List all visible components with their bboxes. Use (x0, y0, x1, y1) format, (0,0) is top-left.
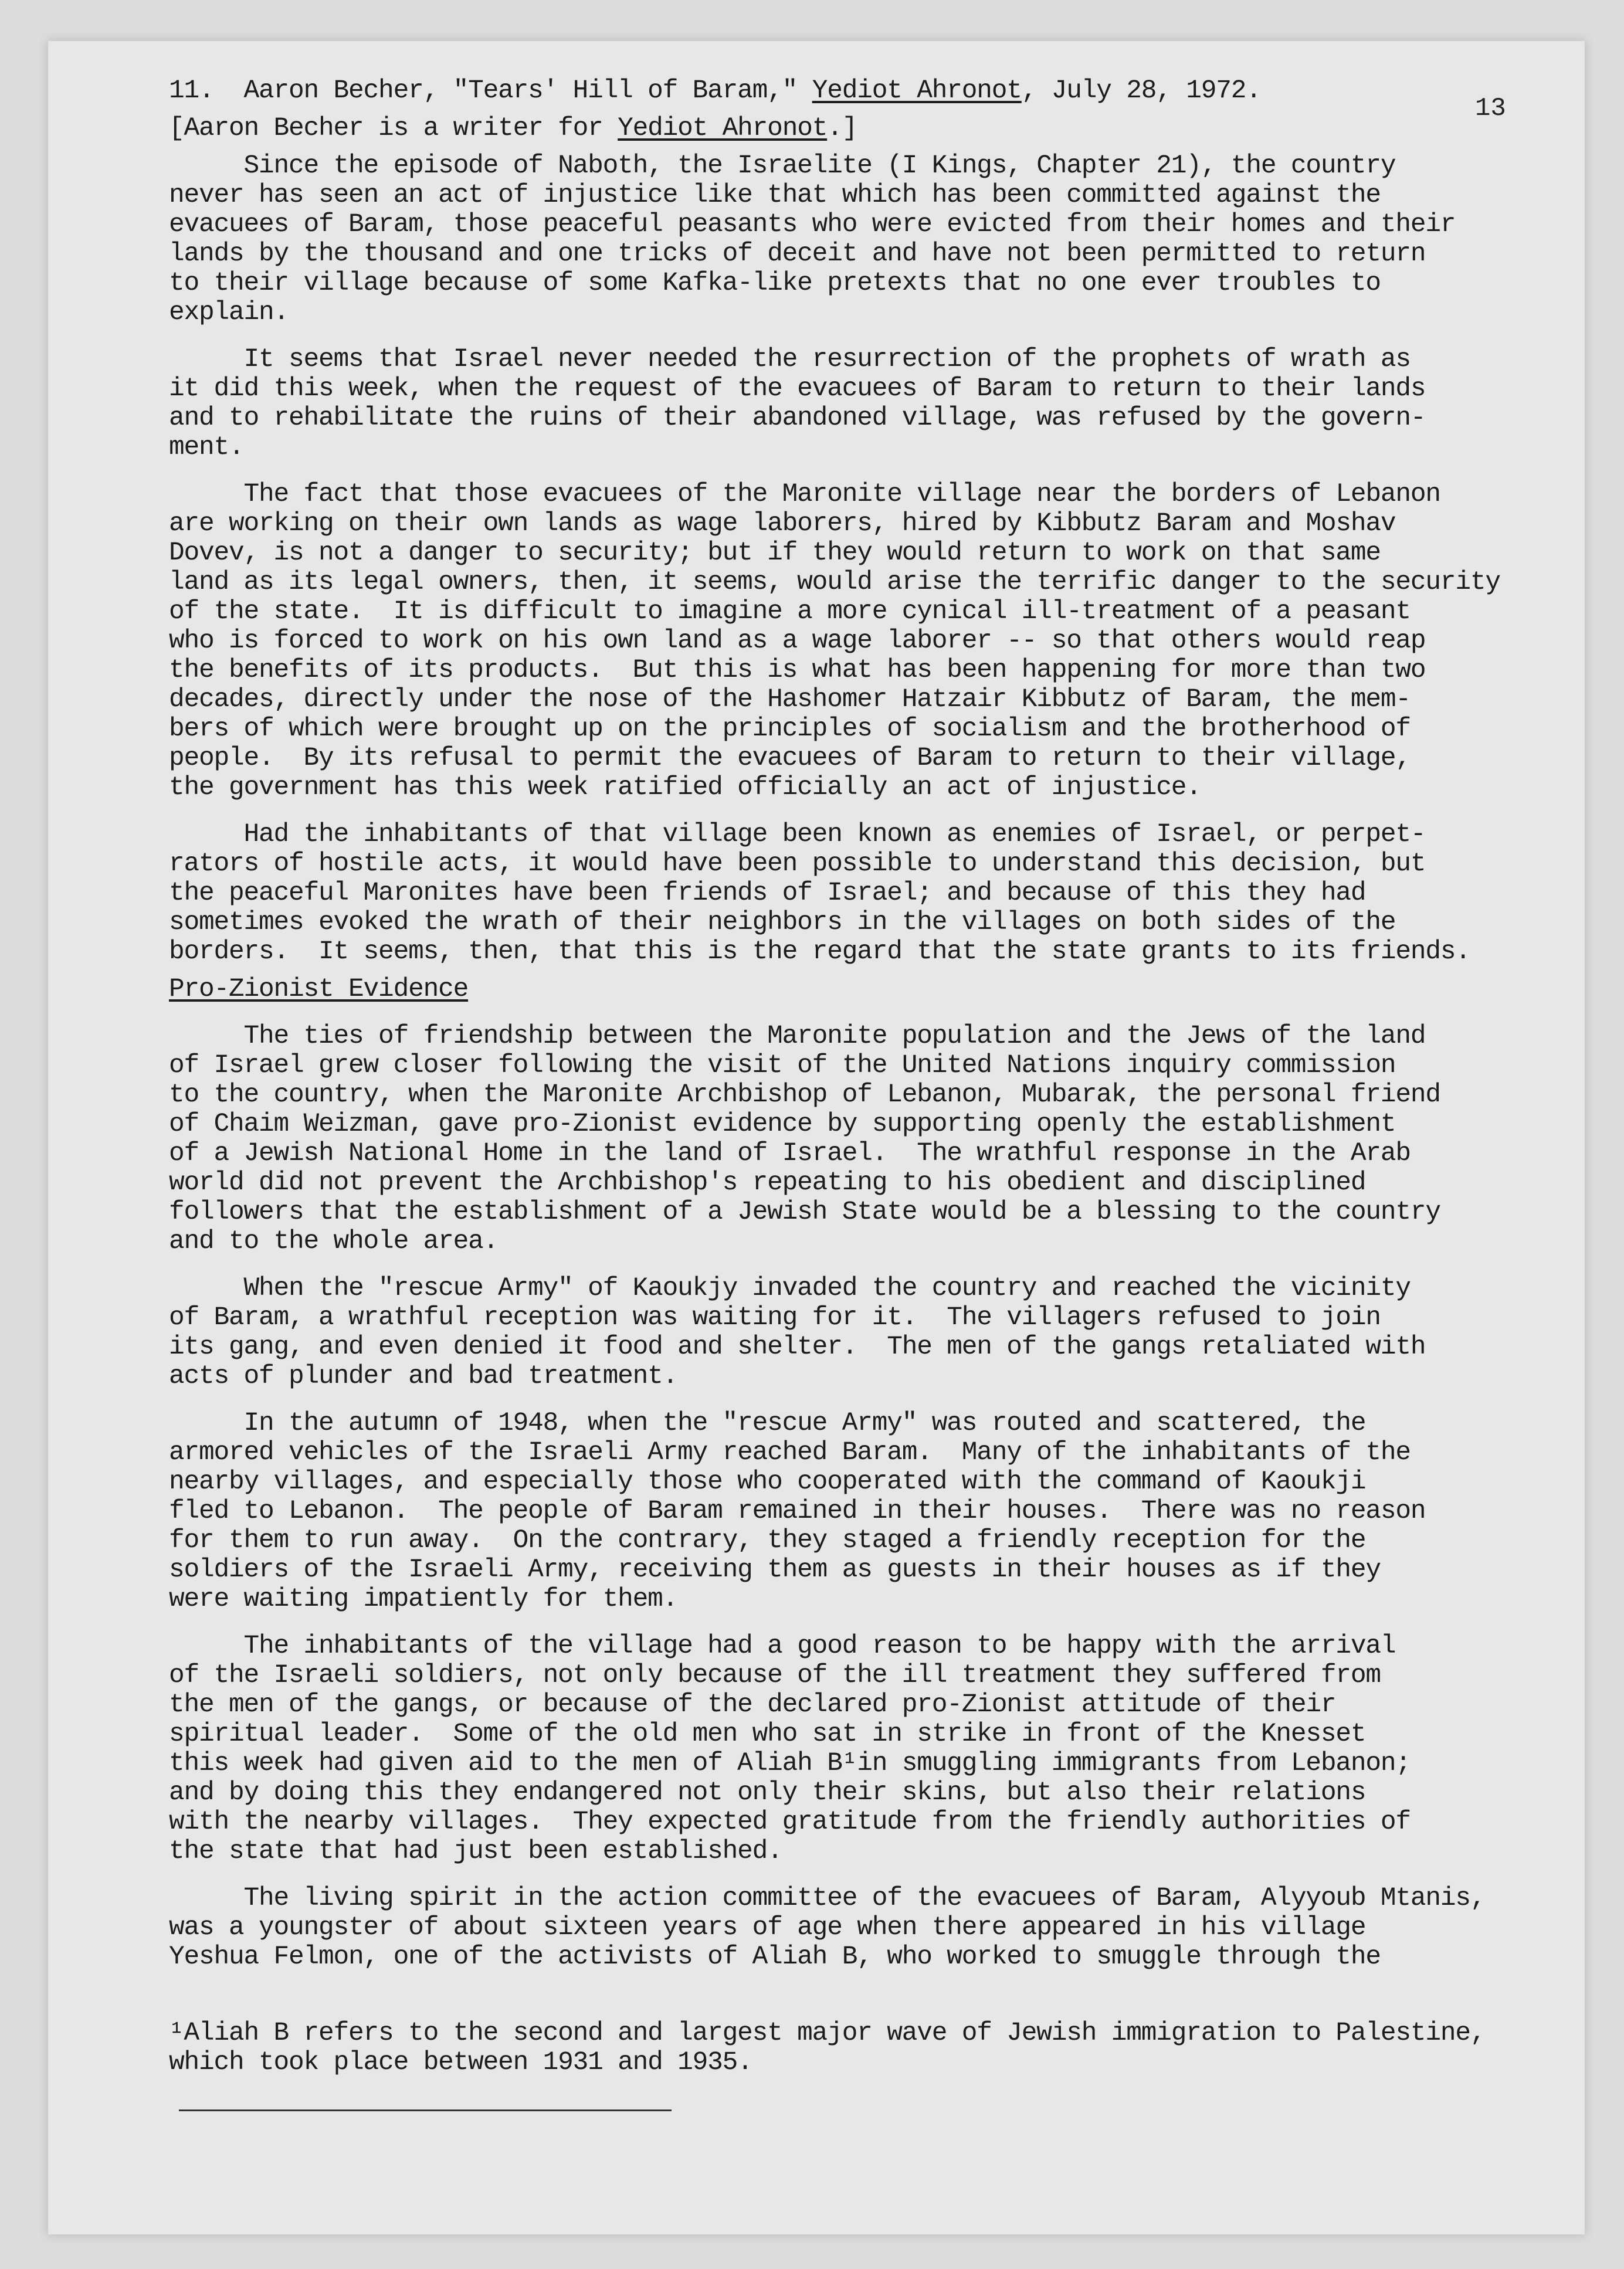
paragraph: The ties of friendship between the Maronite population and the Jews of the land of Israel grew closer following the visit of the United Nations inquiry commission to the country, when the Maronite Archbishop of Lebanon, Mubarak, the personal friend of Chaim Weizman, gave pro-Zionist evidence by supporting openly the establishment of a Jewish National Home in the land of Israel. The wrathful response in the Arab world did not prevent the Archbishop's repeating to his obedient and disciplined followers that the establishment of a Jewish State would be a blessing to the country and to the whole area. (169, 1022, 1440, 1256)
paragraph: In the autumn of 1948, when the "rescue Army" was routed and scattered, the armored vehicles of the Israeli Army reached Baram. Many of the inhabitants of the nearby villages, and especially those who cooperated with the command of Kaoukji fled to Lebanon. The people of Baram remained in their houses. There was no reason for them to run away. On the contrary, they staged a friendly reception for the soldiers of the Israeli Army, receiving them as guests in their houses as if they were waiting impatiently for them. (169, 1409, 1426, 1614)
document-body (169, 76, 1535, 2077)
publication-title: Yediot Ahronot (812, 76, 1022, 106)
paragraph: The fact that those evacuees of the Maronite village near the borders of Lebanon are working on their own lands as wage laborers, hired by Kibbutz Baram and Moshav Dovev, is not a danger to security; but if they would return to work on that same land as its legal owners, then, it seems, would arise the terrific danger to the security of the state. It is difficult to imagine a more cynical ill-treatment of a peasant who is forced to work on his own land as a wage laborer -- so that others would reap the benefits of its products. But this is what has been happening for more than two decades, directly under the nose of the Hashomer Hatzair Kibbutz of Baram, the mem- bers of which were brought up on the principles of socialism and the brotherhood of people. By its refusal to permit the evacuees of Baram to return to their village, the government has this week ratified officially an act of injustice. (169, 480, 1500, 802)
section-subheading: Pro-Zionist Evidence (169, 975, 469, 1004)
page-number: 13 (1475, 94, 1506, 123)
article-heading: 11. Aaron Becher, "Tears' Hill of Baram," Yediot Ahronot, July 28, 1972. (169, 76, 1261, 106)
author-note: [Aaron Becher is a writer for Yediot Ahronot.] (169, 114, 857, 143)
paragraph: It seems that Israel never needed the resurrection of the prophets of wrath as it did this week, when the request of the evacuees of Baram to return to their lands and to rehabilitate the ruins of their abandoned village, was refused by the govern- ment. (169, 345, 1426, 462)
publication-title: Yediot Ahronot (618, 114, 828, 143)
paragraph: When the "rescue Army" of Kaoukjy invaded the country and reached the vicinity of Baram, a wrathful reception was waiting for it. The villagers refused to join its gang, and even denied it food and shelter. The men of the gangs retaliated with acts of plunder and bad treatment. (169, 1274, 1426, 1391)
footnote-rule (179, 2109, 672, 2111)
paragraph: Since the episode of Naboth, the Israelite (I Kings, Chapter 21), the country never has seen an act of injustice like that which has been committed against the evacuees of Baram, those peaceful peasants who were evicted from their homes and their lands by the thousand and one tricks of deceit and have not been permitted to return to their village because of some Kafka-like pretexts that no one ever troubles to explain. (169, 151, 1456, 327)
paragraph: The living spirit in the action committee of the evacuees of Baram, Alyyoub Mtanis, was a youngster of about sixteen years of age when there appeared in his village Yeshua Felmon, one of the activists of Aliah B, who worked to smuggle through the (169, 1884, 1486, 1972)
footnote: ¹Aliah B refers to the second and largest major wave of Jewish immigration to Palestine, which took place between 1931 and 1935. (169, 2019, 1486, 2077)
paragraph: Had the inhabitants of that village been known as enemies of Israel, or perpet- rators of hostile acts, it would have been possible to understand this decision, but the peaceful Maronites have been friends of Israel; and because of this they had sometimes evoked the wrath of their neighbors in the villages on both sides of the borders. It seems, then, that this is the regard that the state grants to its friends. (169, 820, 1470, 966)
paragraph: The inhabitants of the village had a good reason to be happy with the arrival of the Israeli soldiers, not only because of the ill treatment they suffered from the men of the gangs, or because of the declared pro-Zionist attitude of their spiritual leader. Some of the old men who sat in strike in front of the Knesset this week had given aid to the men of Aliah B¹in smuggling immigrants from Lebanon; and by doing this they endangered not only their skins, but also their relations with the nearby villages. They expected gratitude from the friendly authorities of the state that had just been established. (169, 1632, 1411, 1866)
